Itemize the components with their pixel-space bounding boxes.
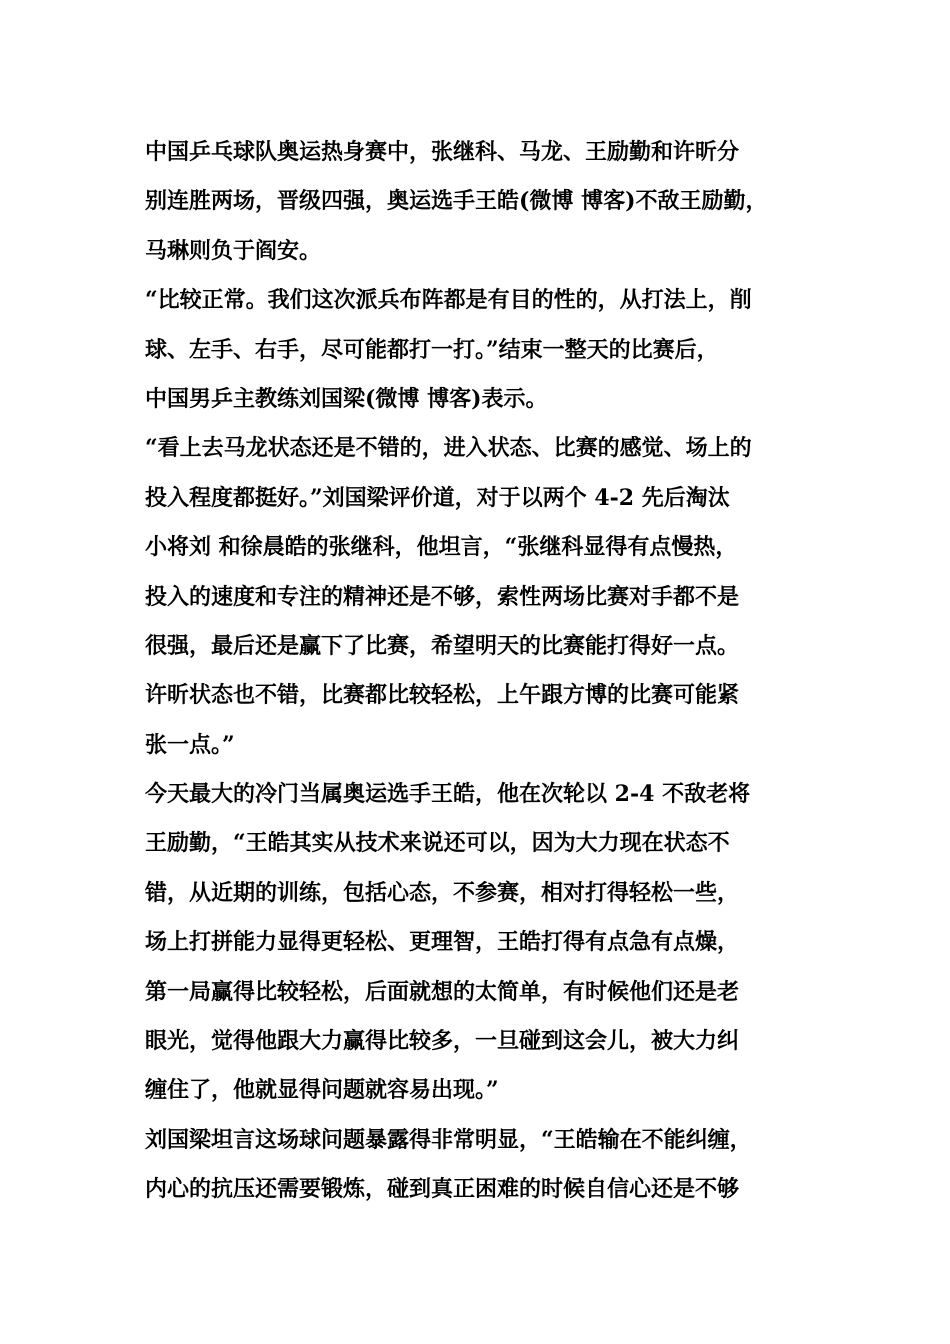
text-line: 错，从近期的训练，包括心态，不参赛，相对打得轻松一些， <box>145 879 740 906</box>
text-line: 别连胜两场，晋级四强，奥运选手王皓(微博 博客)不敌王励勤， <box>145 188 768 215</box>
text-line: “看上去马龙状态还是不错的，进入状态、比赛的感觉、场上的 <box>145 435 752 462</box>
text-line: 许昕状态也不错，比赛都比较轻松，上午跟方博的比赛可能紧 <box>145 682 740 709</box>
article-body <box>145 128 835 1215</box>
text-line: 中国男乒主教练刘国梁(微博 博客)表示。 <box>145 385 548 412</box>
text-line: 第一局赢得比较轻松，后面就想的太简单，有时候他们还是老 <box>145 978 740 1005</box>
text-line: 投入程度都挺好。”刘国梁评价道，对于以两个 4-2 先后淘汰 <box>145 484 730 511</box>
text-line: 张一点。” <box>145 731 235 758</box>
text-line: 眼光，觉得他跟大力赢得比较多，一旦碰到这会儿，被大力纠 <box>145 1028 740 1055</box>
text-line: 投入的速度和专注的精神还是不够，索性两场比赛对手都不是 <box>145 583 740 610</box>
text-line: 马琳则负于阎安。 <box>145 237 322 264</box>
text-line: 刘国梁坦言这场球问题暴露得非常明显，“王皓输在不能纠缠， <box>145 1126 752 1153</box>
text-line: 今天最大的冷门当属奥运选手王皓，他在次轮以 2-4 不敌老将 <box>145 781 751 808</box>
text-line: 场上打拼能力显得更轻松、更理智，王皓打得有点急有点燥， <box>145 929 740 956</box>
text-line: “比较正常。我们这次派兵布阵都是有目的性的，从打法上，削 <box>145 287 752 314</box>
text-line: 很强，最后还是赢下了比赛，希望明天的比赛能打得好一点。 <box>145 632 740 659</box>
text-line: 缠住了，他就显得问题就容易出现。” <box>145 1077 499 1104</box>
text-line: 中国乒乓球队奥运热身赛中，张继科、马龙、王励勤和许昕分 <box>145 139 740 165</box>
text-line: 小将刘 和徐晨皓的张继科，他坦言，“张继科显得有点慢热， <box>145 534 738 561</box>
text-line: 内心的抗压还需要锻炼，碰到真正困难的时候自信心还是不够 <box>145 1176 740 1203</box>
text-line: 王励勤，“王皓其实从技术来说还可以，因为大力现在状态不 <box>145 830 730 857</box>
text-line: 球、左手、右手，尽可能都打一打。”结束一整天的比赛后， <box>145 336 719 363</box>
